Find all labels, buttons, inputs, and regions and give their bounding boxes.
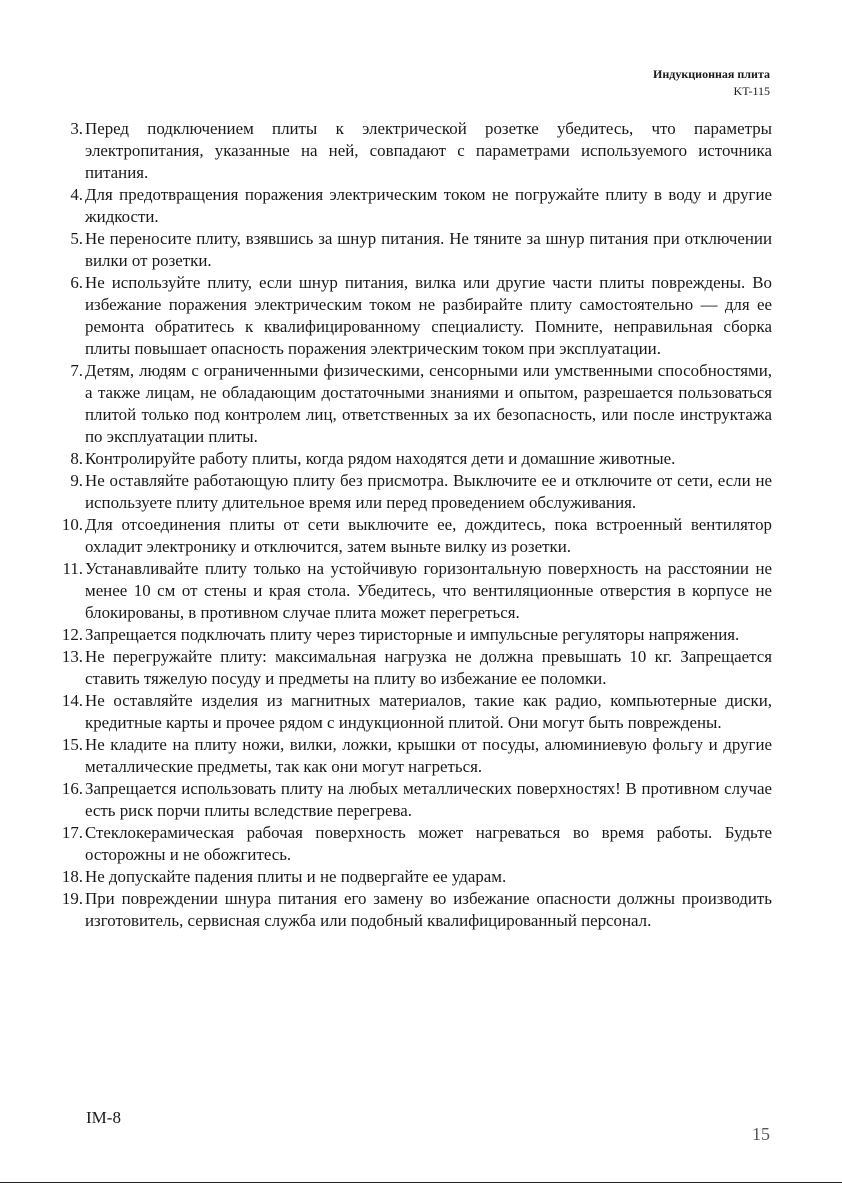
item-number: 6. — [70, 273, 83, 292]
list-item — [52, 360, 772, 448]
item-number: 16. — [61, 779, 83, 798]
list-item — [52, 866, 772, 888]
item-number: 4. — [70, 185, 83, 204]
item-text: Устанавливайте плиту только на устойчивую горизонтальную поверхность на расстоянии не менее 10 см от стены и края стола. Убедитесь, что вентиляционные отверстия в корпусе не блокированы, в противном случае плита может перегреться. — [85, 559, 772, 622]
item-number: 7. — [70, 361, 83, 380]
item-number: 18. — [61, 867, 83, 886]
item-text: Не используйте плиту, если шнур питания, вилка или другие части плиты повреждены. Во избежание поражения электрическим током не разбирайте плиту самостоятельно — для ее ремонта обратитесь к квалифицированному специалисту. Помните, неправильная сборка плиты повышает опасность поражения электрическим током при эксплуатации. — [85, 273, 772, 358]
item-text: При повреждении шнура питания его замену во избежание опасности должны производить изготовитель, сервисная служба или подобный квалифицированный персонал. — [85, 889, 772, 930]
list-item — [52, 624, 772, 646]
item-text: Не перегружайте плиту: максимальная нагрузка не должна превышать 10 кг. Запрещается ставить тяжелую посуду и предметы на плиту во избежание ее поломки. — [85, 647, 772, 688]
list-item — [52, 646, 772, 690]
list-item — [52, 822, 772, 866]
item-text: Детям, людям с ограниченными физическими, сенсорными или умственными способностями, а также лицам, не обладающим достаточными знаниями и опытом, разрешается пользоваться плитой только под контролем лиц, ответственных за их безопасность, или после инструктажа по эксплуатации плиты. — [85, 361, 772, 446]
item-text: Контролируйте работу плиты, когда рядом находятся дети и домашние животные. — [85, 449, 676, 468]
item-number: 13. — [61, 647, 83, 666]
item-text: Запрещается подключать плиту через тиристорные и импульсные регуляторы напряжения. — [85, 625, 740, 644]
list-item — [52, 228, 772, 272]
item-number: 15. — [61, 735, 83, 754]
list-item — [52, 734, 772, 778]
list-item — [52, 690, 772, 734]
item-number: 12. — [61, 625, 83, 644]
item-number: 17. — [61, 823, 83, 842]
list-item — [52, 514, 772, 558]
item-text: Не допускайте падения плиты и не подвергайте ее ударам. — [85, 867, 507, 886]
page-header — [653, 66, 770, 100]
instructions-list — [52, 118, 772, 932]
page-number: 15 — [752, 1124, 770, 1144]
document-code: IM-8 — [86, 1108, 121, 1127]
list-item — [52, 184, 772, 228]
item-number: 5. — [70, 229, 83, 248]
item-number: 10. — [61, 515, 83, 534]
item-text: Для предотвращения поражения электрическим током не погружайте плиту в воду и другие жидкости. — [85, 185, 772, 226]
item-text: Не оставляйте работающую плиту без присмотра. Выключите ее и отключите от сети, если не используете плиту длительное время или перед проведением обслуживания. — [85, 471, 772, 512]
list-item — [52, 888, 772, 932]
item-number: 11. — [62, 559, 83, 578]
item-text: Не переносите плиту, взявшись за шнур питания. Не тяните за шнур питания при отключении вилки от розетки. — [85, 229, 772, 270]
item-number: 3. — [70, 119, 83, 138]
item-number: 19. — [61, 889, 83, 908]
list-item — [52, 470, 772, 514]
list-item — [52, 118, 772, 184]
item-text: Для отсоединения плиты от сети выключите ее, дождитесь, пока встроенный вентилятор охладит электронику и отключится, затем выньте вилку из розетки. — [85, 515, 772, 556]
item-number: 14. — [61, 691, 83, 710]
page-edge-rule — [0, 1182, 842, 1183]
header-model: KT-115 — [733, 84, 770, 98]
item-text: Не кладите на плиту ножи, вилки, ложки, крышки от посуды, алюминиевую фольгу и другие металлические предметы, так как они могут нагреться. — [85, 735, 772, 776]
header-title: Индукционная плита — [653, 67, 770, 81]
item-number: 9. — [70, 471, 83, 490]
list-item — [52, 778, 772, 822]
list-item — [52, 448, 772, 470]
item-text: Перед подключением плиты к электрической розетке убедитесь, что параметры электропитания, указанные на ней, совпадают с параметрами используемого источника питания. — [85, 119, 772, 182]
item-text: Запрещается использовать плиту на любых металлических поверхностях! В противном случае есть риск порчи плиты вследствие перегрева. — [85, 779, 772, 820]
item-number: 8. — [70, 449, 83, 468]
list-item — [52, 558, 772, 624]
list-item — [52, 272, 772, 360]
item-text: Стеклокерамическая рабочая поверхность может нагреваться во время работы. Будьте осторожны и не обожгитесь. — [85, 823, 772, 864]
item-text: Не оставляйте изделия из магнитных материалов, такие как радио, компьютерные диски, кредитные карты и прочее рядом с индукционной плитой. Они могут быть повреждены. — [85, 691, 772, 732]
